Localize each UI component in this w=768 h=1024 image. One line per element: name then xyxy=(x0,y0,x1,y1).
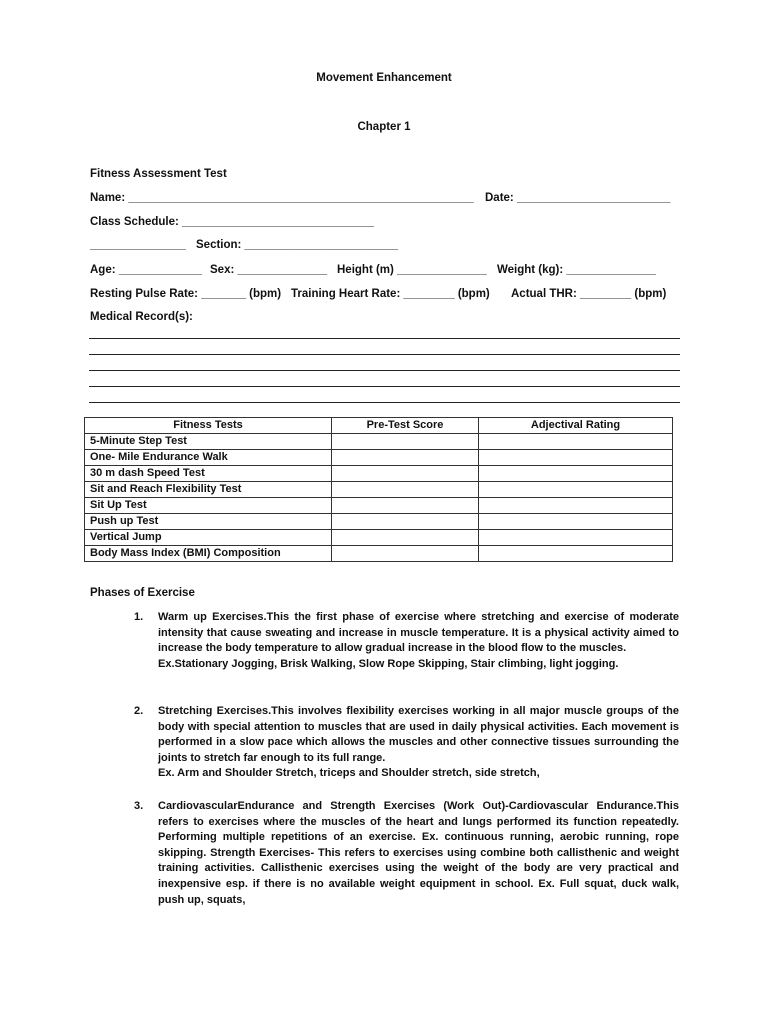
medical-record-line-2[interactable] xyxy=(89,354,680,355)
adjectival-rating-cell[interactable] xyxy=(479,498,673,514)
test-name-cell: 30 m dash Speed Test xyxy=(85,466,332,482)
date-field[interactable]: Date: ________________________ xyxy=(485,192,671,204)
table-row xyxy=(85,482,673,498)
table-row xyxy=(85,546,673,562)
column-header-fitness-tests: Fitness Tests xyxy=(85,418,332,434)
adjectival-rating-cell[interactable] xyxy=(479,466,673,482)
pre-test-score-cell[interactable] xyxy=(332,514,479,530)
medical-record-line-1[interactable] xyxy=(89,338,680,339)
list-item-number: 2. xyxy=(134,705,144,717)
list-item-text: CardiovascularEndurance and Strength Exercises (Work Out)-Cardiovascular Endurance.This refers to exercises where the muscles of the heart and lungs performed its function repeatedly. Performing multiple repetitions of an exercise. Ex. continuous running, aerobic running, rope skipping. Strength Exercises- This refers to exercises using combine both callisthenic and weight training activities. Callisthenic exercises using the weight of the body are very practical and inexpensive esp. if there is no available weight equipment in school. Ex. Full squat, duck walk, push up, squats, xyxy=(158,800,679,906)
pre-test-score-cell[interactable] xyxy=(332,466,479,482)
height-field[interactable]: Height (m) ______________ xyxy=(337,264,487,276)
list-item-example: Ex. Arm and Shoulder Stretch, triceps and Shoulder stretch, side stretch, xyxy=(158,767,540,780)
weight-field[interactable]: Weight (kg): ______________ xyxy=(497,264,656,276)
phases-heading: Phases of Exercise xyxy=(90,587,195,599)
medical-record-label: Medical Record(s): xyxy=(90,311,193,323)
adjectival-rating-cell[interactable] xyxy=(479,514,673,530)
table-row xyxy=(85,498,673,514)
document-title: Movement Enhancement xyxy=(316,72,452,84)
pre-test-score-cell[interactable] xyxy=(332,530,479,546)
column-header-adjectival-rating: Adjectival Rating xyxy=(479,418,673,434)
list-item-example: Ex.Stationary Jogging, Brisk Walking, Slow Rope Skipping, Stair climbing, light jogging. xyxy=(158,657,619,670)
column-header-pre-test-score: Pre-Test Score xyxy=(332,418,479,434)
table-row xyxy=(85,450,673,466)
age-field[interactable]: Age: _____________ xyxy=(90,264,202,276)
test-name-cell: Sit Up Test xyxy=(85,498,332,514)
table-row xyxy=(85,466,673,482)
medical-record-line-4[interactable] xyxy=(89,386,680,387)
adjectival-rating-cell[interactable] xyxy=(479,546,673,562)
chapter-heading: Chapter 1 xyxy=(357,121,411,133)
test-name-cell: 5-Minute Step Test xyxy=(85,434,332,450)
test-name-cell: Vertical Jump xyxy=(85,530,332,546)
pre-test-score-cell[interactable] xyxy=(332,482,479,498)
adjectival-rating-cell[interactable] xyxy=(479,434,673,450)
test-name-cell: One- Mile Endurance Walk xyxy=(85,450,332,466)
medical-record-line-3[interactable] xyxy=(89,370,680,371)
list-item-number: 1. xyxy=(134,611,144,623)
test-name-cell: Push up Test xyxy=(85,514,332,530)
list-item-number: 3. xyxy=(134,800,144,812)
section-field[interactable]: Section: ________________________ xyxy=(196,239,399,251)
table-row xyxy=(85,514,673,530)
unlabeled-field[interactable]: _______________ xyxy=(90,239,186,251)
form-heading: Fitness Assessment Test xyxy=(90,168,227,180)
adjectival-rating-cell[interactable] xyxy=(479,482,673,498)
pre-test-score-cell[interactable] xyxy=(332,450,479,466)
table-header-row xyxy=(85,418,673,434)
pre-test-score-cell[interactable] xyxy=(332,546,479,562)
training-heart-rate-field[interactable]: Training Heart Rate: ________ (bpm) xyxy=(291,288,490,300)
medical-record-line-5[interactable] xyxy=(89,402,680,403)
fitness-tests-table xyxy=(84,417,673,562)
resting-pulse-field[interactable]: Resting Pulse Rate: _______ (bpm) xyxy=(90,288,282,300)
list-item-text: Warm up Exercises.This the first phase of exercise where stretching and exercise of moderate intensity that cause sweating and increase in muscle temperature. It is a physical activity aimed to increase the body temperature to allow gradual increase in the blood flow to the muscles. xyxy=(158,611,679,655)
name-field[interactable]: Name: ______________________________________________________ xyxy=(90,192,474,204)
adjectival-rating-cell[interactable] xyxy=(479,450,673,466)
actual-thr-field[interactable]: Actual THR: ________ (bpm) xyxy=(511,288,667,300)
list-item-text: Stretching Exercises.This involves flexibility exercises working in all major muscle groups of the body with special attention to muscles that are used in daily physical activities. Each movement is performed in a slow pace which allows the muscles and other connective tissues surrounding the joints to stretch far enough to its full range. xyxy=(158,705,679,764)
table-row xyxy=(85,434,673,450)
adjectival-rating-cell[interactable] xyxy=(479,530,673,546)
class-schedule-field[interactable]: Class Schedule: ______________________________ xyxy=(90,216,374,228)
test-name-cell: Body Mass Index (BMI) Composition xyxy=(85,546,332,562)
pre-test-score-cell[interactable] xyxy=(332,434,479,450)
pre-test-score-cell[interactable] xyxy=(332,498,479,514)
sex-field[interactable]: Sex: ______________ xyxy=(210,264,328,276)
table-row xyxy=(85,530,673,546)
test-name-cell: Sit and Reach Flexibility Test xyxy=(85,482,332,498)
